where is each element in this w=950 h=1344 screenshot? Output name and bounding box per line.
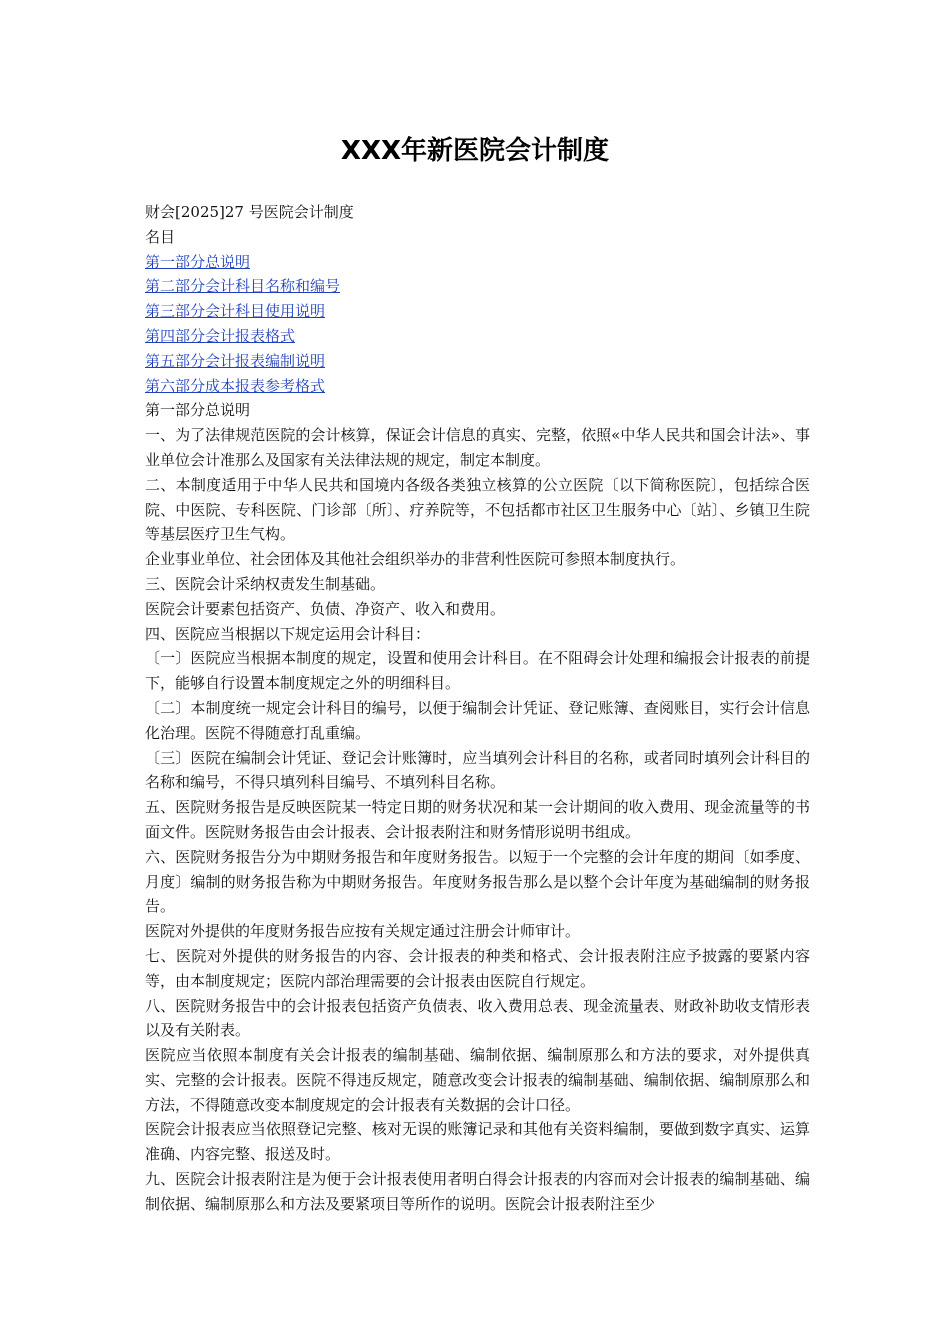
table-of-contents [145, 250, 810, 399]
paragraph: 二、本制度适用于中华人民共和国境内各级各类独立核算的公立医院〔以下简称医院〕，包括综合医院、中医院、专科医院、门诊部〔所〕、疗养院等，不包括都市社区卫生服务中心〔站〕、乡镇卫生院等基层医疗卫生气构。 [145, 475, 810, 544]
document-title: XXX年新医院会计制度 [340, 136, 610, 166]
paragraph: 五、医院财务报告是反映医院某一特定日期的财务状况和某一会计期间的收入费用、现金流量等的书面文件。医院财务报告由会计报表、会计报表附注和财务情形说明书组成。 [145, 798, 810, 841]
document-body [145, 200, 810, 1217]
paragraph: 企业事业单位、社会团体及其他社会组织举办的非营利性医院可参照本制度执行。 [145, 550, 686, 569]
toc-link-part-6[interactable]: 第六部分成本报表参考格式 [145, 376, 326, 395]
paragraph: 医院会计要素包括资产、负债、净资产、收入和费用。 [145, 599, 506, 618]
paragraph: 六、医院财务报告分为中期财务报告和年度财务报告。以短于一个完整的会计年度的期间〔如季度、月度〕编制的财务报告称为中期财务报告。年度财务报告那么是以整个会计年度为基础编制的财务报告。 [145, 847, 810, 916]
paragraph: 医院应当依照本制度有关会计报表的编制基础、编制依据、编制原那么和方法的要求，对外提供真实、完整的会计报表。医院不得违反规定，随意改变会计报表的编制基础、编制依据、编制原那么和方法，不得随意改变本制度规定的会计报表有关数据的会计口径。 [145, 1046, 810, 1114]
paragraph: 九、医院会计报表附注是为便于会计报表使用者明白得会计报表的内容而对会计报表的编制基础、编制依据、编制原那么和方法及要紧项目等所作的说明。医院会计报表附注至少 [145, 1170, 810, 1213]
paragraph: 一、为了法律规范医院的会计核算，保证会计信息的真实、完整，依照«中华人民共和国会计法»、事业单位会计准那么及国家有关法律法规的规定，制定本制度。 [145, 426, 810, 469]
toc-link-part-4[interactable]: 第四部分会计报表格式 [145, 326, 296, 345]
paragraph: 〔二〕本制度统一规定会计科目的编号，以便于编制会计凭证、登记账簿、查阅账目，实行会计信息化治理。医院不得随意打乱重编。 [145, 698, 810, 742]
toc-link-part-3[interactable]: 第三部分会计科目使用说明 [145, 302, 326, 321]
toc-link-part-5[interactable]: 第五部分会计报表编制说明 [145, 351, 326, 370]
paragraph: 〔三〕医院在编制会计凭证、登记会计账簿时，应当填列会计科目的名称，或者同时填列会计科目的名称和编号，不得只填列科目编号、不填列科目名称。 [145, 748, 810, 792]
section-heading: 第一部分总说明 [145, 401, 251, 420]
toc-link-part-2[interactable]: 第二部分会计科目名称和编号 [145, 277, 341, 296]
paragraph: 八、医院财务报告中的会计报表包括资产负债表、收入费用总表、现金流量表、财政补助收支情形表以及有关附表。 [145, 996, 810, 1040]
toc-heading: 名目 [145, 227, 176, 246]
paragraph: 四、医院应当根据以下规定运用会计科目： [145, 624, 431, 643]
paragraph: 〔一〕医院应当根据本制度的规定，设置和使用会计科目。在不阻碍会计处理和编报会计报表的前提下，能够自行设置本制度规定之外的明细科目。 [145, 649, 810, 693]
paragraph: 三、医院会计采纳权责发生制基础。 [145, 574, 386, 593]
paragraph: 七、医院对外提供的财务报告的内容、会计报表的种类和格式、会计报表附注应予披露的要紧内容等，由本制度规定；医院内部治理需要的会计报表由医院自行规定。 [145, 946, 810, 990]
toc-link-part-1[interactable]: 第一部分总说明 [145, 252, 251, 271]
paragraph: 医院会计报表应当依照登记完整、核对无误的账簿记录和其他有关资料编制，要做到数字真实、运算准确、内容完整、报送及时。 [145, 1120, 810, 1164]
paragraph: 医院对外提供的年度财务报告应按有关规定通过注册会计师审计。 [145, 922, 581, 941]
intro-line: 财会[2025]27 号医院会计制度 [145, 203, 354, 221]
